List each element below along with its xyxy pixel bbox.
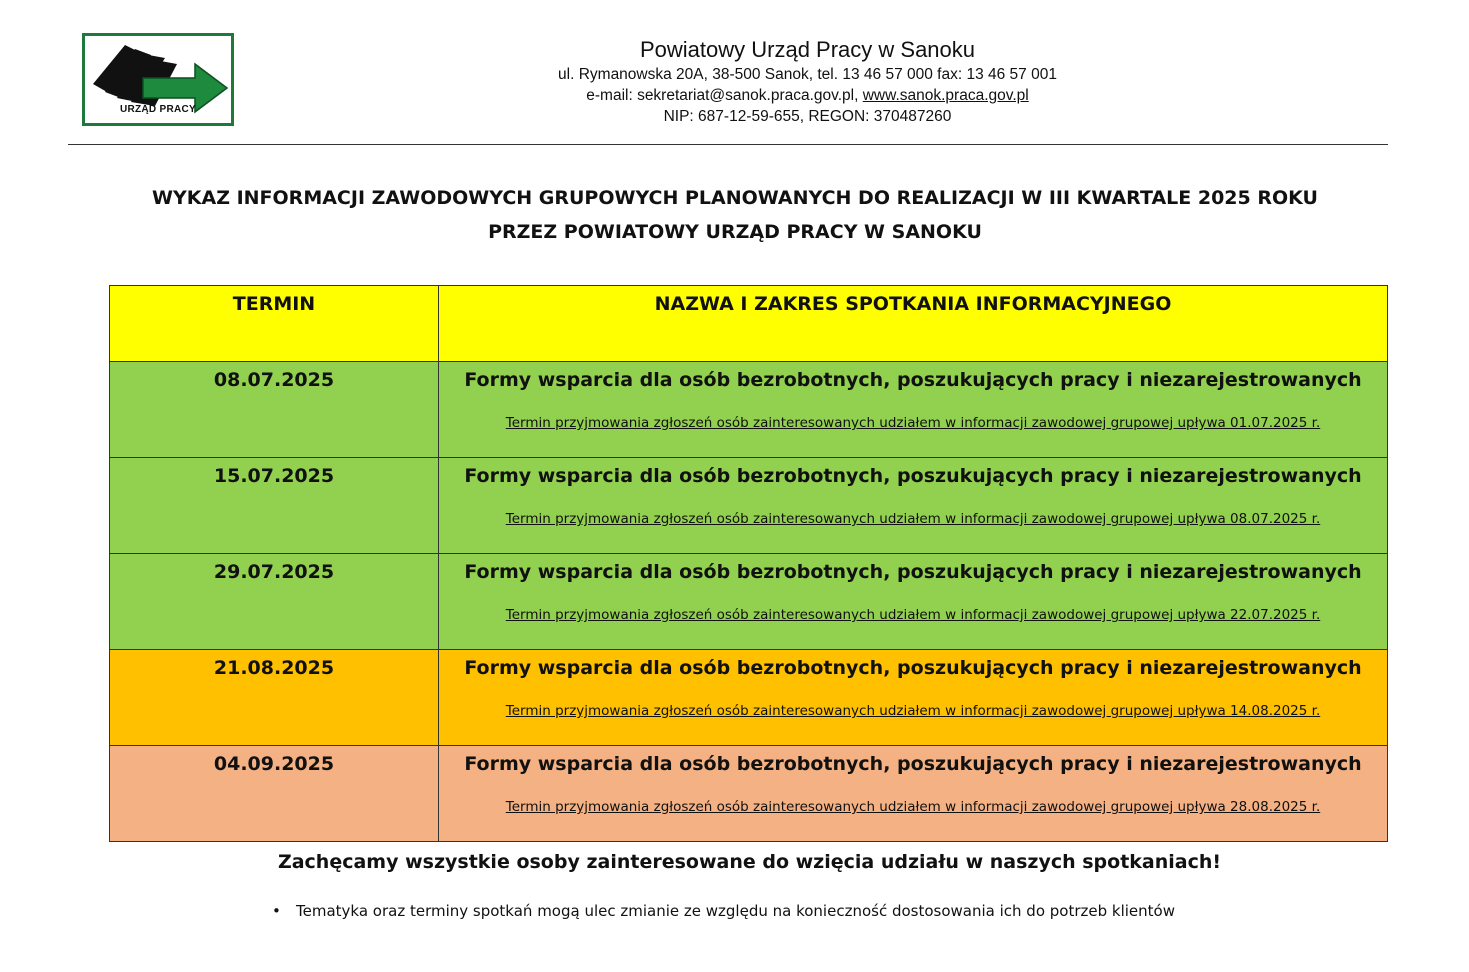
document-title bbox=[110, 181, 1360, 249]
deadline-note: Termin przyjmowania zgłoszeń osób zainteresowanych udziałem w informacji zawodowej grupowej upływa 14.08.2025 r. bbox=[505, 703, 1321, 719]
deadline-note: Termin przyjmowania zgłoszeń osób zainteresowanych udziałem w informacji zawodowej grupowej upływa 08.07.2025 r. bbox=[505, 511, 1321, 527]
email-text: e-mail: sekretariat@sanok.praca.gov.pl, bbox=[586, 87, 863, 104]
topic-cell: Formy wsparcia dla osób bezrobotnych, poszukujących pracy i niezarejestrowanych Termin przyjmowania zgłoszeń osób zainteresowanych udziałem w informacji zawodowej grupowej upływa 01.07.2025 r. bbox=[439, 362, 1388, 458]
table-row bbox=[110, 554, 1388, 650]
date-cell: 21.08.2025 bbox=[110, 650, 439, 746]
date-cell: 29.07.2025 bbox=[110, 554, 439, 650]
table-row bbox=[110, 458, 1388, 554]
bullet-list-item bbox=[272, 900, 1175, 922]
topic-cell: Formy wsparcia dla osób bezrobotnych, poszukujących pracy i niezarejestrowanych Termin przyjmowania zgłoszeń osób zainteresowanych udziałem w informacji zawodowej grupowej upływa 08.07.2025 r. bbox=[439, 458, 1388, 554]
table-row bbox=[110, 362, 1388, 458]
address-line: ul. Rymanowska 20A, 38-500 Sanok, tel. 13 46 57 000 fax: 13 46 57 001 bbox=[558, 66, 1057, 83]
topic-cell: Formy wsparcia dla osób bezrobotnych, poszukujących pracy i niezarejestrowanych Termin przyjmowania zgłoszeń osób zainteresowanych udziałem w informacji zawodowej grupowej upływa 28.08.2025 r. bbox=[439, 746, 1388, 842]
deadline-note: Termin przyjmowania zgłoszeń osób zainteresowanych udziałem w informacji zawodowej grupowej upływa 01.07.2025 r. bbox=[505, 415, 1321, 431]
table-row bbox=[110, 650, 1388, 746]
table-header-row bbox=[110, 286, 1388, 362]
contact-line bbox=[480, 85, 1135, 106]
header-cell-date: TERMIN bbox=[110, 286, 439, 362]
header-divider bbox=[68, 144, 1388, 145]
table-row bbox=[110, 746, 1388, 842]
deadline-note: Termin przyjmowania zgłoszeń osób zainteresowanych udziałem w informacji zawodowej grupowej upływa 28.08.2025 r. bbox=[505, 799, 1321, 815]
topic-cell: Formy wsparcia dla osób bezrobotnych, poszukujących pracy i niezarejestrowanych Termin przyjmowania zgłoszeń osób zainteresowanych udziałem w informacji zawodowej grupowej upływa 22.07.2025 r. bbox=[439, 554, 1388, 650]
deadline-note: Termin przyjmowania zgłoszeń osób zainteresowanych udziałem w informacji zawodowej grupowej upływa 22.07.2025 r. bbox=[505, 607, 1321, 623]
date-cell: 08.07.2025 bbox=[110, 362, 439, 458]
logo-text: URZĄD PRACY bbox=[119, 104, 197, 115]
website-link[interactable]: www.sanok.praca.gov.pl bbox=[862, 87, 1029, 104]
encouragement-text: Zachęcamy wszystkie osoby zainteresowane do wzięcia udziału w naszych spotkaniach! bbox=[277, 851, 1222, 873]
bullet-icon: • bbox=[272, 902, 281, 920]
institution-header bbox=[480, 36, 1135, 127]
logo bbox=[82, 33, 234, 126]
schedule-table bbox=[109, 285, 1388, 842]
topic-cell: Formy wsparcia dla osób bezrobotnych, poszukujących pracy i niezarejestrowanych Termin przyjmowania zgłoszeń osób zainteresowanych udziałem w informacji zawodowej grupowej upływa 14.08.2025 r. bbox=[439, 650, 1388, 746]
org-name: Powiatowy Urząd Pracy w Sanoku bbox=[639, 37, 976, 62]
header-cell-topic: NAZWA I ZAKRES SPOTKANIA INFORMACYJNEGO bbox=[439, 286, 1388, 362]
date-cell: 15.07.2025 bbox=[110, 458, 439, 554]
ids-line: NIP: 687-12-59-655, REGON: 370487260 bbox=[663, 108, 952, 125]
title-line-1: WYKAZ INFORMACJI ZAWODOWYCH GRUPOWYCH PLANOWANYCH DO REALIZACJI W III KWARTALE 2025 ROKU bbox=[152, 187, 1318, 209]
title-line-2: PRZEZ POWIATOWY URZĄD PRACY W SANOKU bbox=[488, 221, 982, 243]
bullet-text: Tematyka oraz terminy spotkań mogą ulec zmianie ze względu na konieczność dostosowania ich do potrzeb klientów bbox=[296, 902, 1175, 920]
date-cell: 04.09.2025 bbox=[110, 746, 439, 842]
